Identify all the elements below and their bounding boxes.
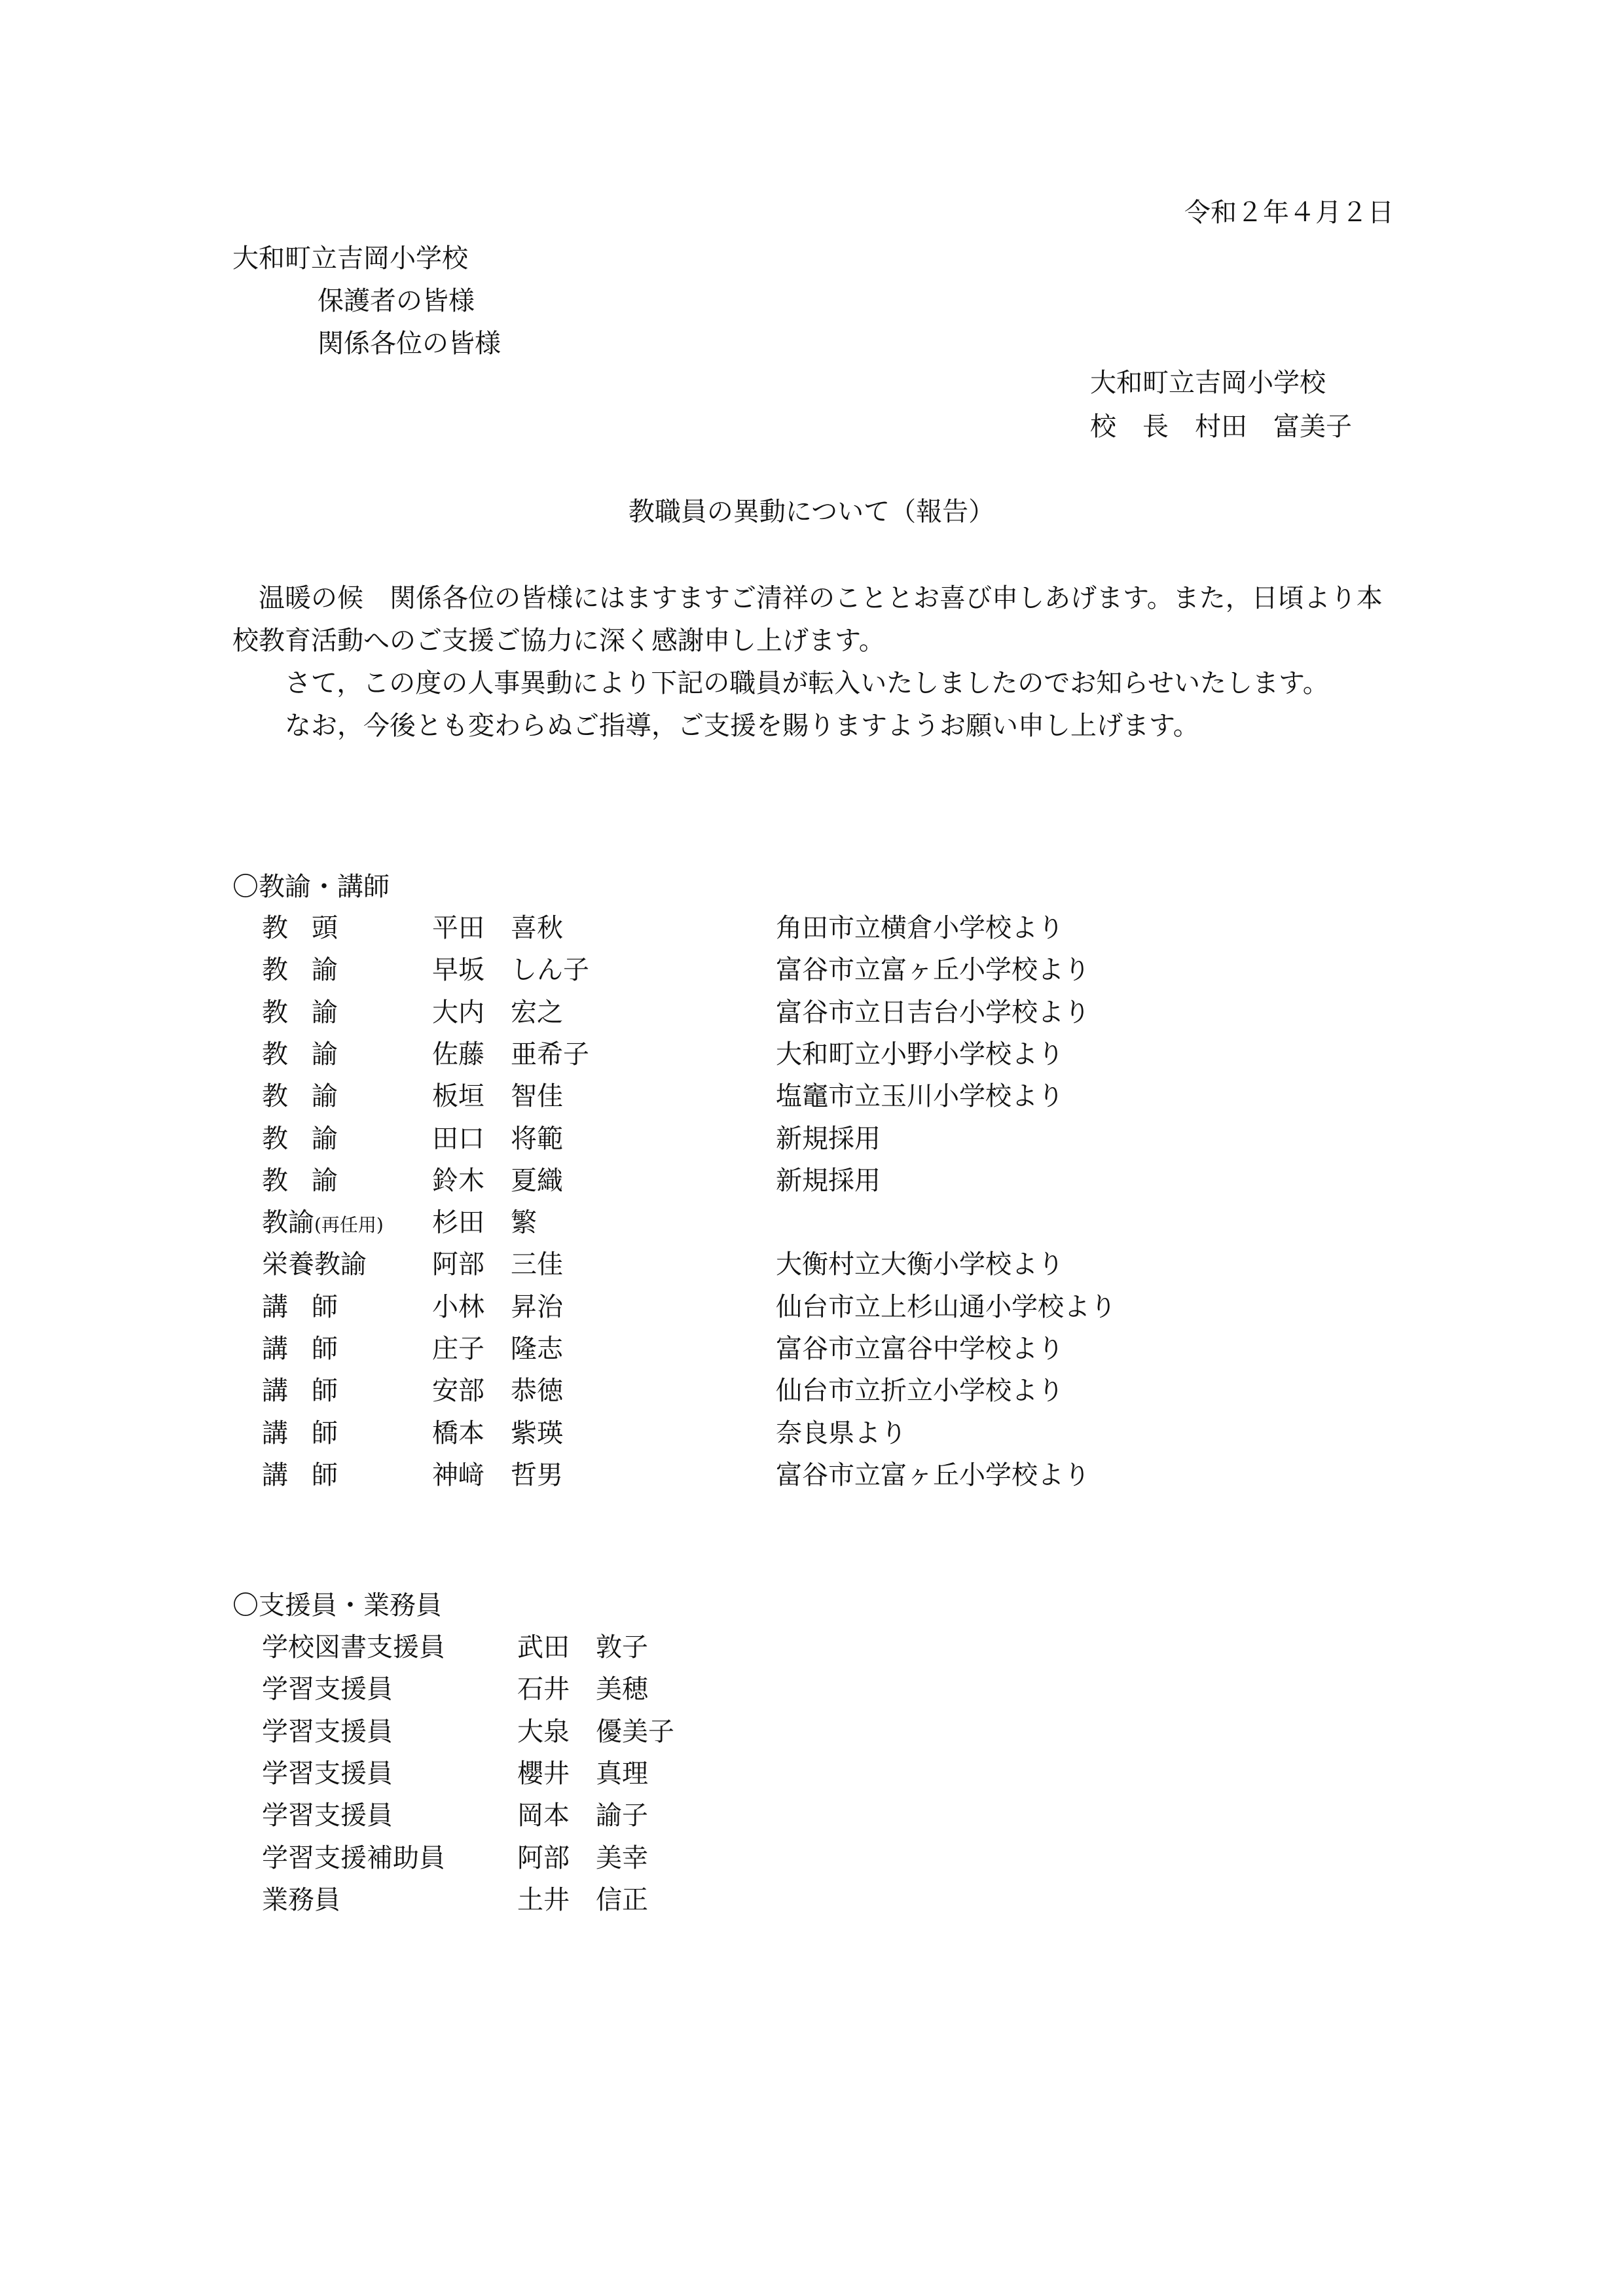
- support-staff-name: 石井 美穂: [517, 1674, 648, 1705]
- teacher-name: 早坂 しん子: [432, 955, 589, 986]
- support-staff-role: 学校図書支援員: [262, 1632, 445, 1662]
- teacher-role-with-note: [262, 1210, 384, 1236]
- teacher-previous-school: 富谷市立富ヶ丘小学校より: [776, 1460, 1090, 1490]
- teacher-row: [0, 1165, 1623, 1210]
- teacher-name: 鈴木 夏織: [432, 1165, 563, 1196]
- sender-school: 大和町立吉岡小学校: [1090, 368, 1326, 398]
- teacher-row: [0, 1083, 1623, 1125]
- teacher-previous-school: 塩竈市立玉川小学校より: [776, 1081, 1064, 1112]
- body-text: [232, 577, 1385, 747]
- teachers-section-heading: 〇教諭・講師: [232, 872, 390, 902]
- teacher-previous-school: 富谷市立日吉台小学校より: [776, 997, 1090, 1028]
- support-staff-row: [0, 1716, 1623, 1761]
- support-staff-row: [0, 1758, 1623, 1803]
- teacher-role: 講師: [262, 1418, 361, 1448]
- teacher-role: 栄養教諭: [262, 1249, 367, 1280]
- sender-principal: 校 長 村田 富美子: [1090, 412, 1352, 442]
- teacher-name: 平田 喜秋: [432, 913, 563, 943]
- support-staff-name: 大泉 優美子: [517, 1716, 674, 1747]
- teacher-row: [0, 1462, 1623, 1504]
- teacher-previous-school: 大衡村立大衡小学校より: [776, 1249, 1064, 1280]
- teacher-role: 講師: [262, 1334, 361, 1364]
- teacher-name: 大内 宏之: [432, 997, 563, 1028]
- support-staff-role: 学習支援員: [262, 1716, 393, 1747]
- teacher-name: 杉田 繁: [432, 1208, 537, 1238]
- body-paragraph: 温暖の候 関係各位の皆様にはますますご清祥のこととお喜び申しあげます。また，日頃より本校教育活動へのご支援ご協力に深く感謝申し上げます。: [232, 583, 1383, 656]
- teacher-role-note: (再任用): [314, 1214, 384, 1236]
- support-staff-row: [0, 1676, 1623, 1718]
- teacher-name: 小林 昇治: [432, 1291, 563, 1322]
- teacher-previous-school: 富谷市立富ヶ丘小学校より: [776, 955, 1090, 986]
- teacher-previous-school: 奈良県より: [776, 1418, 907, 1448]
- document-date: 令和２年４月２日: [1184, 198, 1394, 228]
- support-staff-role: 学習支援員: [262, 1674, 393, 1705]
- teacher-role: 教諭: [262, 997, 361, 1028]
- teacher-name: 安部 恭徳: [432, 1376, 563, 1407]
- addressee-school: 大和町立吉岡小学校: [232, 243, 468, 274]
- support-staff-name: 阿部 美幸: [517, 1842, 648, 1873]
- support-staff-name: 岡本 諭子: [517, 1801, 648, 1831]
- support-staff-row: [0, 1634, 1623, 1676]
- teacher-row: [0, 1041, 1623, 1083]
- body-paragraph: さて，この度の人事異動により下記の職員が転入いたしましたのでお知らせいたします。: [285, 668, 1329, 698]
- support-staff-role: 業務員: [262, 1884, 340, 1915]
- teacher-name: 阿部 三佳: [432, 1249, 563, 1280]
- teacher-name: 佐藤 亜希子: [432, 1039, 589, 1069]
- teacher-row: [0, 957, 1623, 999]
- teacher-row: [0, 1123, 1623, 1168]
- teacher-role: 講師: [262, 1460, 361, 1490]
- teacher-row: [0, 1210, 1623, 1251]
- teacher-row: [0, 1336, 1623, 1378]
- teacher-previous-school: 大和町立小野小学校より: [776, 1039, 1064, 1069]
- teacher-row: [0, 1378, 1623, 1420]
- teacher-row: [0, 1291, 1623, 1336]
- teacher-previous-school: 新規採用: [776, 1123, 881, 1154]
- support-staff-name: 武田 敦子: [517, 1632, 648, 1662]
- teacher-previous-school: 角田市立横倉小学校より: [776, 913, 1064, 943]
- teacher-previous-school: 新規採用: [776, 1165, 881, 1196]
- teacher-previous-school: 富谷市立富谷中学校より: [776, 1334, 1064, 1364]
- support-staff-row: [0, 1842, 1623, 1887]
- support-staff-section-heading: 〇支援員・業務員: [232, 1590, 442, 1621]
- teacher-name: 板垣 智佳: [432, 1081, 563, 1112]
- support-staff-role: 学習支援員: [262, 1758, 393, 1789]
- teacher-role: 教諭: [262, 955, 361, 986]
- support-staff-name: 櫻井 真理: [517, 1758, 648, 1789]
- teacher-name: 橋本 紫瑛: [432, 1418, 563, 1448]
- teacher-role: 教諭: [262, 1165, 361, 1196]
- teacher-role: 教諭: [262, 1123, 361, 1154]
- teacher-row: [0, 1420, 1623, 1462]
- support-staff-row: [0, 1884, 1623, 1929]
- teacher-name: 田口 将範: [432, 1123, 563, 1154]
- support-staff-name: 土井 信正: [517, 1884, 648, 1915]
- document-title: 教職員の異動について（報告）: [628, 497, 995, 527]
- teacher-name: 神﨑 哲男: [432, 1460, 563, 1490]
- teacher-row: [0, 1251, 1623, 1293]
- support-staff-row: [0, 1803, 1623, 1844]
- teacher-role: 教頭: [262, 913, 361, 943]
- teacher-name: 庄子 隆志: [432, 1334, 563, 1364]
- support-staff-role: 学習支援員: [262, 1801, 393, 1831]
- body-paragraph: なお，今後とも変わらぬご指導，ご支援を賜りますようお願い申し上げます。: [285, 711, 1199, 741]
- teacher-row: [0, 915, 1623, 957]
- teacher-role: 教諭: [262, 1039, 361, 1069]
- teacher-row: [0, 999, 1623, 1041]
- addressee-guardians: 保護者の皆様: [318, 286, 475, 316]
- teacher-previous-school: 仙台市立上杉山通小学校より: [776, 1291, 1116, 1322]
- teacher-role: 講師: [262, 1291, 361, 1322]
- teacher-role: 教諭: [262, 1081, 361, 1112]
- support-staff-role: 学習支援補助員: [262, 1842, 445, 1873]
- teacher-role: 講師: [262, 1376, 361, 1407]
- teacher-previous-school: 仙台市立折立小学校より: [776, 1376, 1064, 1407]
- addressee-related-parties: 関係各位の皆様: [318, 329, 501, 359]
- teacher-role: 教諭: [262, 1208, 314, 1238]
